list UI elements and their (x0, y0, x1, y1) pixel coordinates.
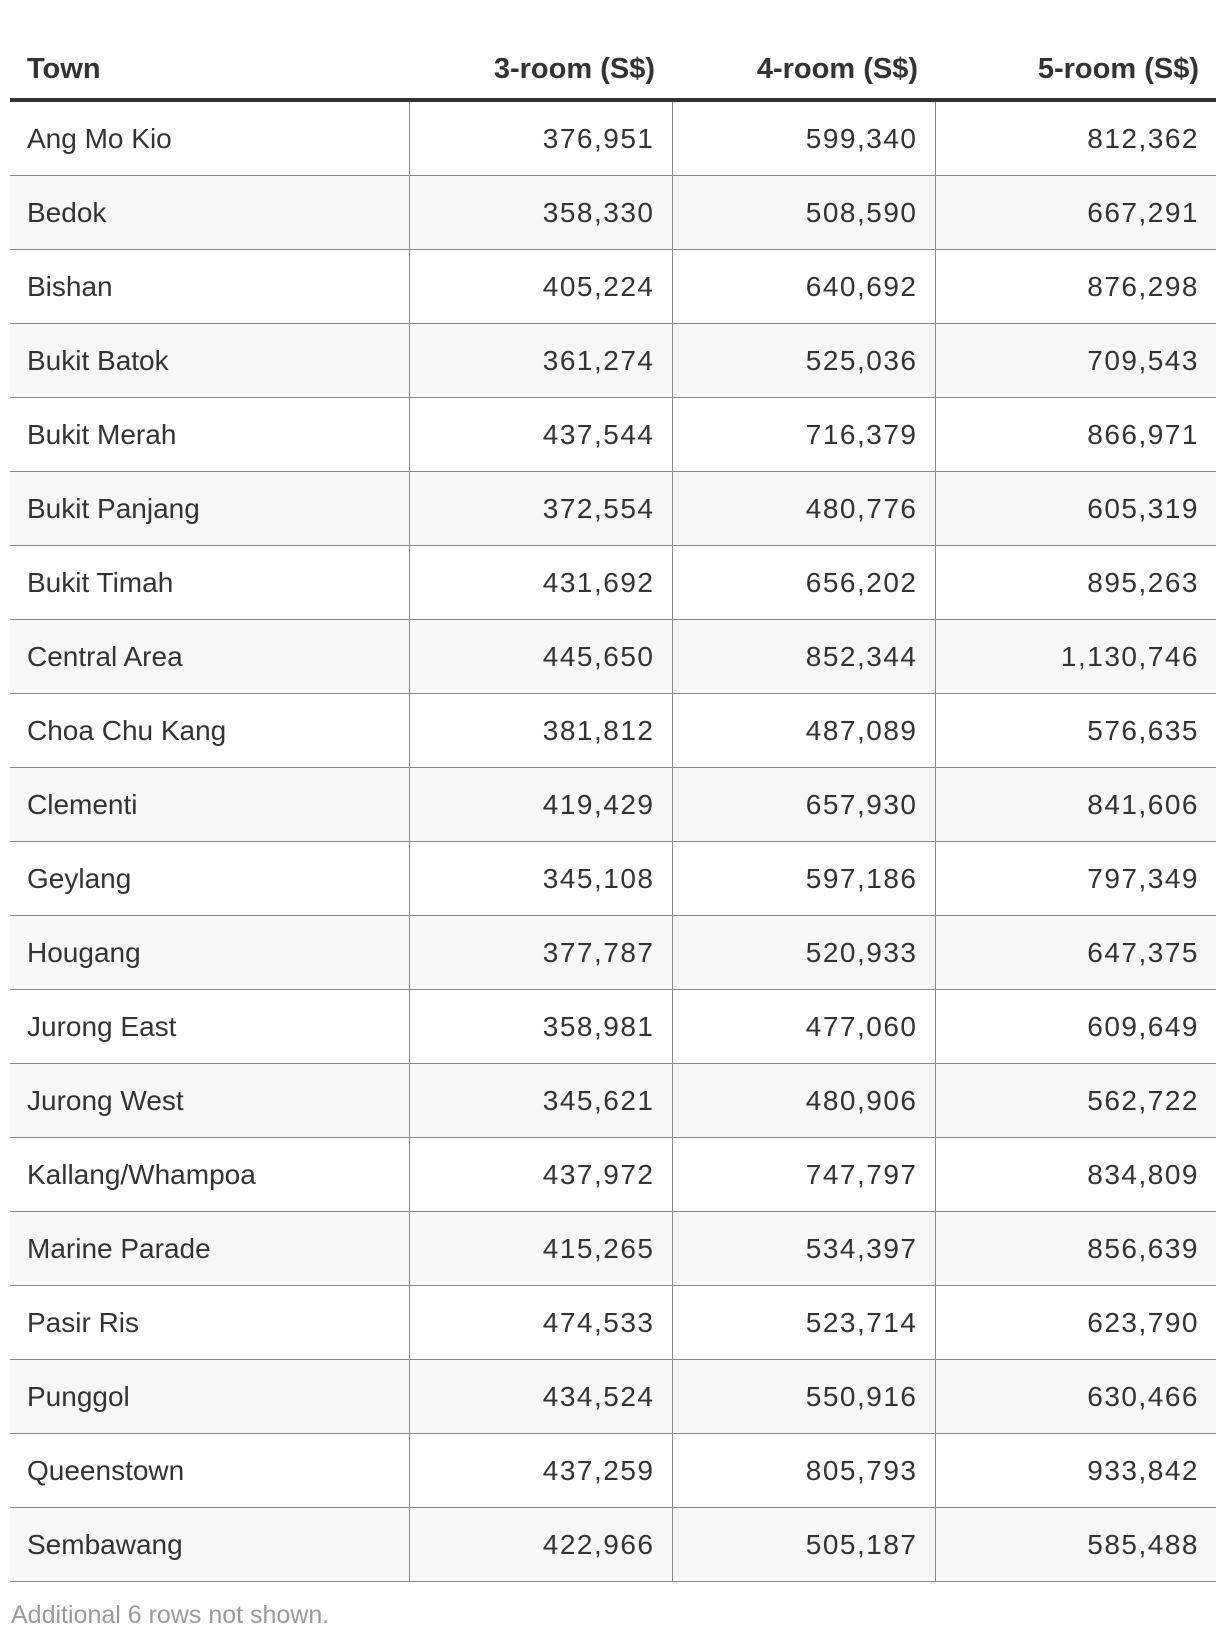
cell-4-room-price: 525,036 (672, 324, 935, 398)
table-row (10, 324, 1216, 398)
table-row (10, 1508, 1216, 1582)
cell-5-room-price: 856,639 (935, 1212, 1216, 1286)
cell-3-room-price: 358,330 (409, 176, 672, 250)
cell-5-room-price: 667,291 (935, 176, 1216, 250)
cell-town: Geylang (10, 842, 409, 916)
cell-4-room-price: 505,187 (672, 1508, 935, 1582)
cell-town: Central Area (10, 620, 409, 694)
cell-4-room-price: 480,906 (672, 1064, 935, 1138)
cell-5-room-price: 623,790 (935, 1286, 1216, 1360)
cell-4-room-price: 480,776 (672, 472, 935, 546)
cell-5-room-price: 834,809 (935, 1138, 1216, 1212)
table-row (10, 1138, 1216, 1212)
table-row (10, 916, 1216, 990)
cell-4-room-price: 550,916 (672, 1360, 935, 1434)
cell-4-room-price: 656,202 (672, 546, 935, 620)
table-row (10, 176, 1216, 250)
cell-3-room-price: 377,787 (409, 916, 672, 990)
cell-5-room-price: 895,263 (935, 546, 1216, 620)
cell-3-room-price: 361,274 (409, 324, 672, 398)
column-header-5-room: 5-room (S$) (935, 40, 1216, 100)
cell-3-room-price: 345,108 (409, 842, 672, 916)
table-row (10, 768, 1216, 842)
cell-5-room-price: 876,298 (935, 250, 1216, 324)
table-row (10, 100, 1216, 176)
cell-3-room-price: 376,951 (409, 100, 672, 176)
cell-3-room-price: 345,621 (409, 1064, 672, 1138)
hdb-price-table (10, 40, 1216, 1582)
cell-4-room-price: 657,930 (672, 768, 935, 842)
cell-4-room-price: 716,379 (672, 398, 935, 472)
cell-5-room-price: 609,649 (935, 990, 1216, 1064)
cell-town: Hougang (10, 916, 409, 990)
table-row (10, 842, 1216, 916)
cell-5-room-price: 841,606 (935, 768, 1216, 842)
cell-4-room-price: 534,397 (672, 1212, 935, 1286)
cell-3-room-price: 405,224 (409, 250, 672, 324)
table-row (10, 1212, 1216, 1286)
cell-5-room-price: 709,543 (935, 324, 1216, 398)
cell-3-room-price: 381,812 (409, 694, 672, 768)
cell-3-room-price: 419,429 (409, 768, 672, 842)
cell-4-room-price: 599,340 (672, 100, 935, 176)
cell-3-room-price: 372,554 (409, 472, 672, 546)
cell-town: Bishan (10, 250, 409, 324)
cell-4-room-price: 805,793 (672, 1434, 935, 1508)
column-header-town: Town (10, 40, 409, 100)
table-row (10, 990, 1216, 1064)
cell-town: Bukit Merah (10, 398, 409, 472)
cell-4-room-price: 487,089 (672, 694, 935, 768)
cell-5-room-price: 605,319 (935, 472, 1216, 546)
cell-town: Bukit Batok (10, 324, 409, 398)
cell-5-room-price: 585,488 (935, 1508, 1216, 1582)
cell-3-room-price: 358,981 (409, 990, 672, 1064)
table-body (10, 100, 1216, 1582)
cell-3-room-price: 415,265 (409, 1212, 672, 1286)
cell-town: Queenstown (10, 1434, 409, 1508)
cell-3-room-price: 474,533 (409, 1286, 672, 1360)
cell-3-room-price: 437,972 (409, 1138, 672, 1212)
table-row (10, 1286, 1216, 1360)
column-header-4-room: 4-room (S$) (672, 40, 935, 100)
cell-4-room-price: 477,060 (672, 990, 935, 1064)
cell-5-room-price: 630,466 (935, 1360, 1216, 1434)
cell-town: Choa Chu Kang (10, 694, 409, 768)
table-row (10, 1434, 1216, 1508)
cell-town: Pasir Ris (10, 1286, 409, 1360)
cell-town: Marine Parade (10, 1212, 409, 1286)
cell-town: Ang Mo Kio (10, 100, 409, 176)
cell-town: Bukit Timah (10, 546, 409, 620)
table-row (10, 694, 1216, 768)
cell-3-room-price: 431,692 (409, 546, 672, 620)
cell-town: Jurong West (10, 1064, 409, 1138)
cell-3-room-price: 422,966 (409, 1508, 672, 1582)
cell-5-room-price: 812,362 (935, 100, 1216, 176)
table-row (10, 472, 1216, 546)
cell-3-room-price: 434,524 (409, 1360, 672, 1434)
cell-4-room-price: 597,186 (672, 842, 935, 916)
cell-5-room-price: 933,842 (935, 1434, 1216, 1508)
cell-5-room-price: 866,971 (935, 398, 1216, 472)
table-row (10, 250, 1216, 324)
column-header-3-room: 3-room (S$) (409, 40, 672, 100)
cell-5-room-price: 1,130,746 (935, 620, 1216, 694)
rows-not-shown-note: Additional 6 rows not shown. (11, 1601, 330, 1629)
cell-3-room-price: 437,259 (409, 1434, 672, 1508)
cell-5-room-price: 576,635 (935, 694, 1216, 768)
header-row (10, 40, 1216, 100)
cell-3-room-price: 437,544 (409, 398, 672, 472)
table-row (10, 398, 1216, 472)
cell-4-room-price: 640,692 (672, 250, 935, 324)
cell-4-room-price: 852,344 (672, 620, 935, 694)
table-row (10, 1064, 1216, 1138)
cell-4-room-price: 520,933 (672, 916, 935, 990)
cell-4-room-price: 523,714 (672, 1286, 935, 1360)
cell-5-room-price: 797,349 (935, 842, 1216, 916)
cell-5-room-price: 647,375 (935, 916, 1216, 990)
cell-4-room-price: 508,590 (672, 176, 935, 250)
cell-town: Kallang/Whampoa (10, 1138, 409, 1212)
table-row (10, 546, 1216, 620)
cell-4-room-price: 747,797 (672, 1138, 935, 1212)
table-header (10, 40, 1216, 100)
cell-5-room-price: 562,722 (935, 1064, 1216, 1138)
cell-town: Punggol (10, 1360, 409, 1434)
table-row (10, 1360, 1216, 1434)
cell-3-room-price: 445,650 (409, 620, 672, 694)
cell-town: Clementi (10, 768, 409, 842)
cell-town: Bedok (10, 176, 409, 250)
cell-town: Jurong East (10, 990, 409, 1064)
cell-town: Sembawang (10, 1508, 409, 1582)
price-table-container (10, 40, 1216, 1582)
table-row (10, 620, 1216, 694)
cell-town: Bukit Panjang (10, 472, 409, 546)
